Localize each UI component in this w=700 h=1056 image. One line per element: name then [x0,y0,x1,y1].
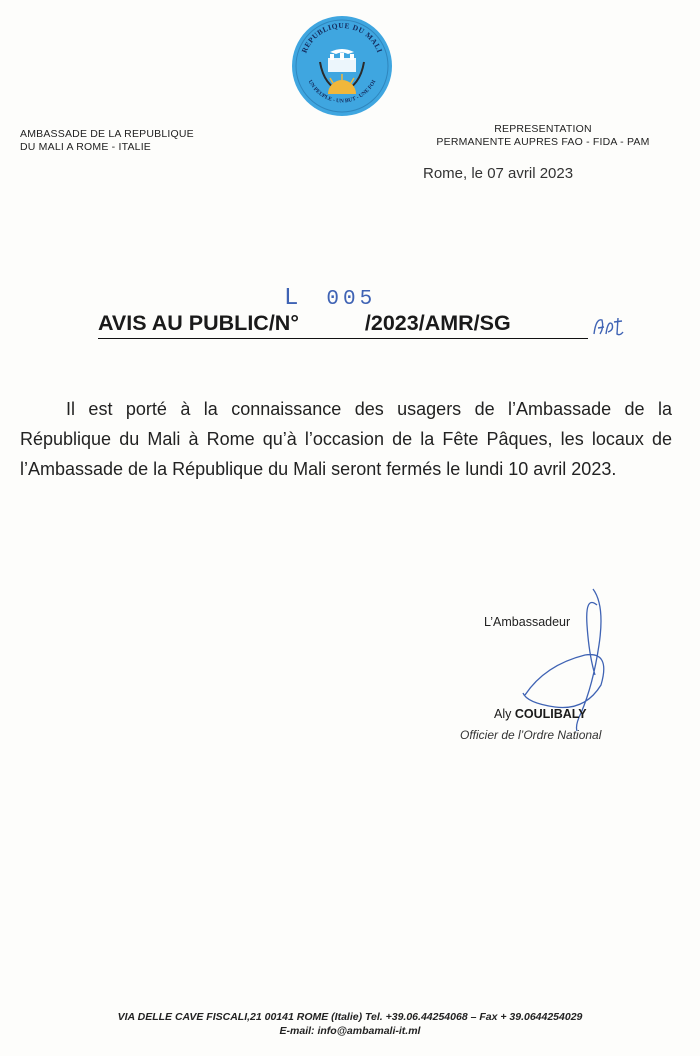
notice-title-part-2: /2023/AMR/SG [364,311,511,335]
notice-paragraph: Il est porté à la connaissance des usagers de l’Ambassade de la République du Mali à Rome qu’à l’occasion de la Fête Pâques, les locaux de l’Ambassade de la République du Mali seront fermés le lundi 10 avril 2023. [20,399,672,479]
footer-email: E-mail: info@ambamali-it.ml [279,1025,421,1037]
representation-line-2: PERMANENTE AUPRES FAO - FIDA - PAM [436,136,650,148]
seal-top-text: REPUBLIQUE DU MALI [299,20,385,55]
signatory-distinction: Officier de l’Ordre National [460,728,602,742]
stamp-number: 005 [326,288,377,311]
embassy-line-2: DU MALI A ROME - ITALIE [20,141,152,153]
notice-title [98,311,588,339]
embassy-header [20,128,194,154]
representation-line-1: REPRESENTATION [494,123,592,135]
notice-title-part-1: AVIS AU PUBLIC/N° [98,311,299,335]
representation-header [418,123,668,149]
embassy-line-1: AMBASSADE DE LA REPUBLIQUE [20,128,194,140]
mali-seal-emblem [290,14,394,118]
seal-motto: UN PEUPLE - UN BUT - UNE FOI [306,79,378,105]
signatory-first-name: Aly [494,707,512,721]
footer-contact [0,1010,700,1038]
stamp-letter: L [284,285,299,312]
reference-number-stamp [284,285,376,312]
signatory-name [494,707,587,721]
handwritten-initials [590,312,626,340]
document-date: Rome, le 07 avril 2023 [423,165,574,182]
notice-body [20,394,672,484]
signatory-role: L’Ambassadeur [484,615,571,629]
signatory-last-name: COULIBALY [514,707,587,721]
footer-address: VIA DELLE CAVE FISCALI,21 00141 ROME (Italie) Tel. +39.06.44254068 – Fax + 39.0644254029 [117,1011,583,1023]
